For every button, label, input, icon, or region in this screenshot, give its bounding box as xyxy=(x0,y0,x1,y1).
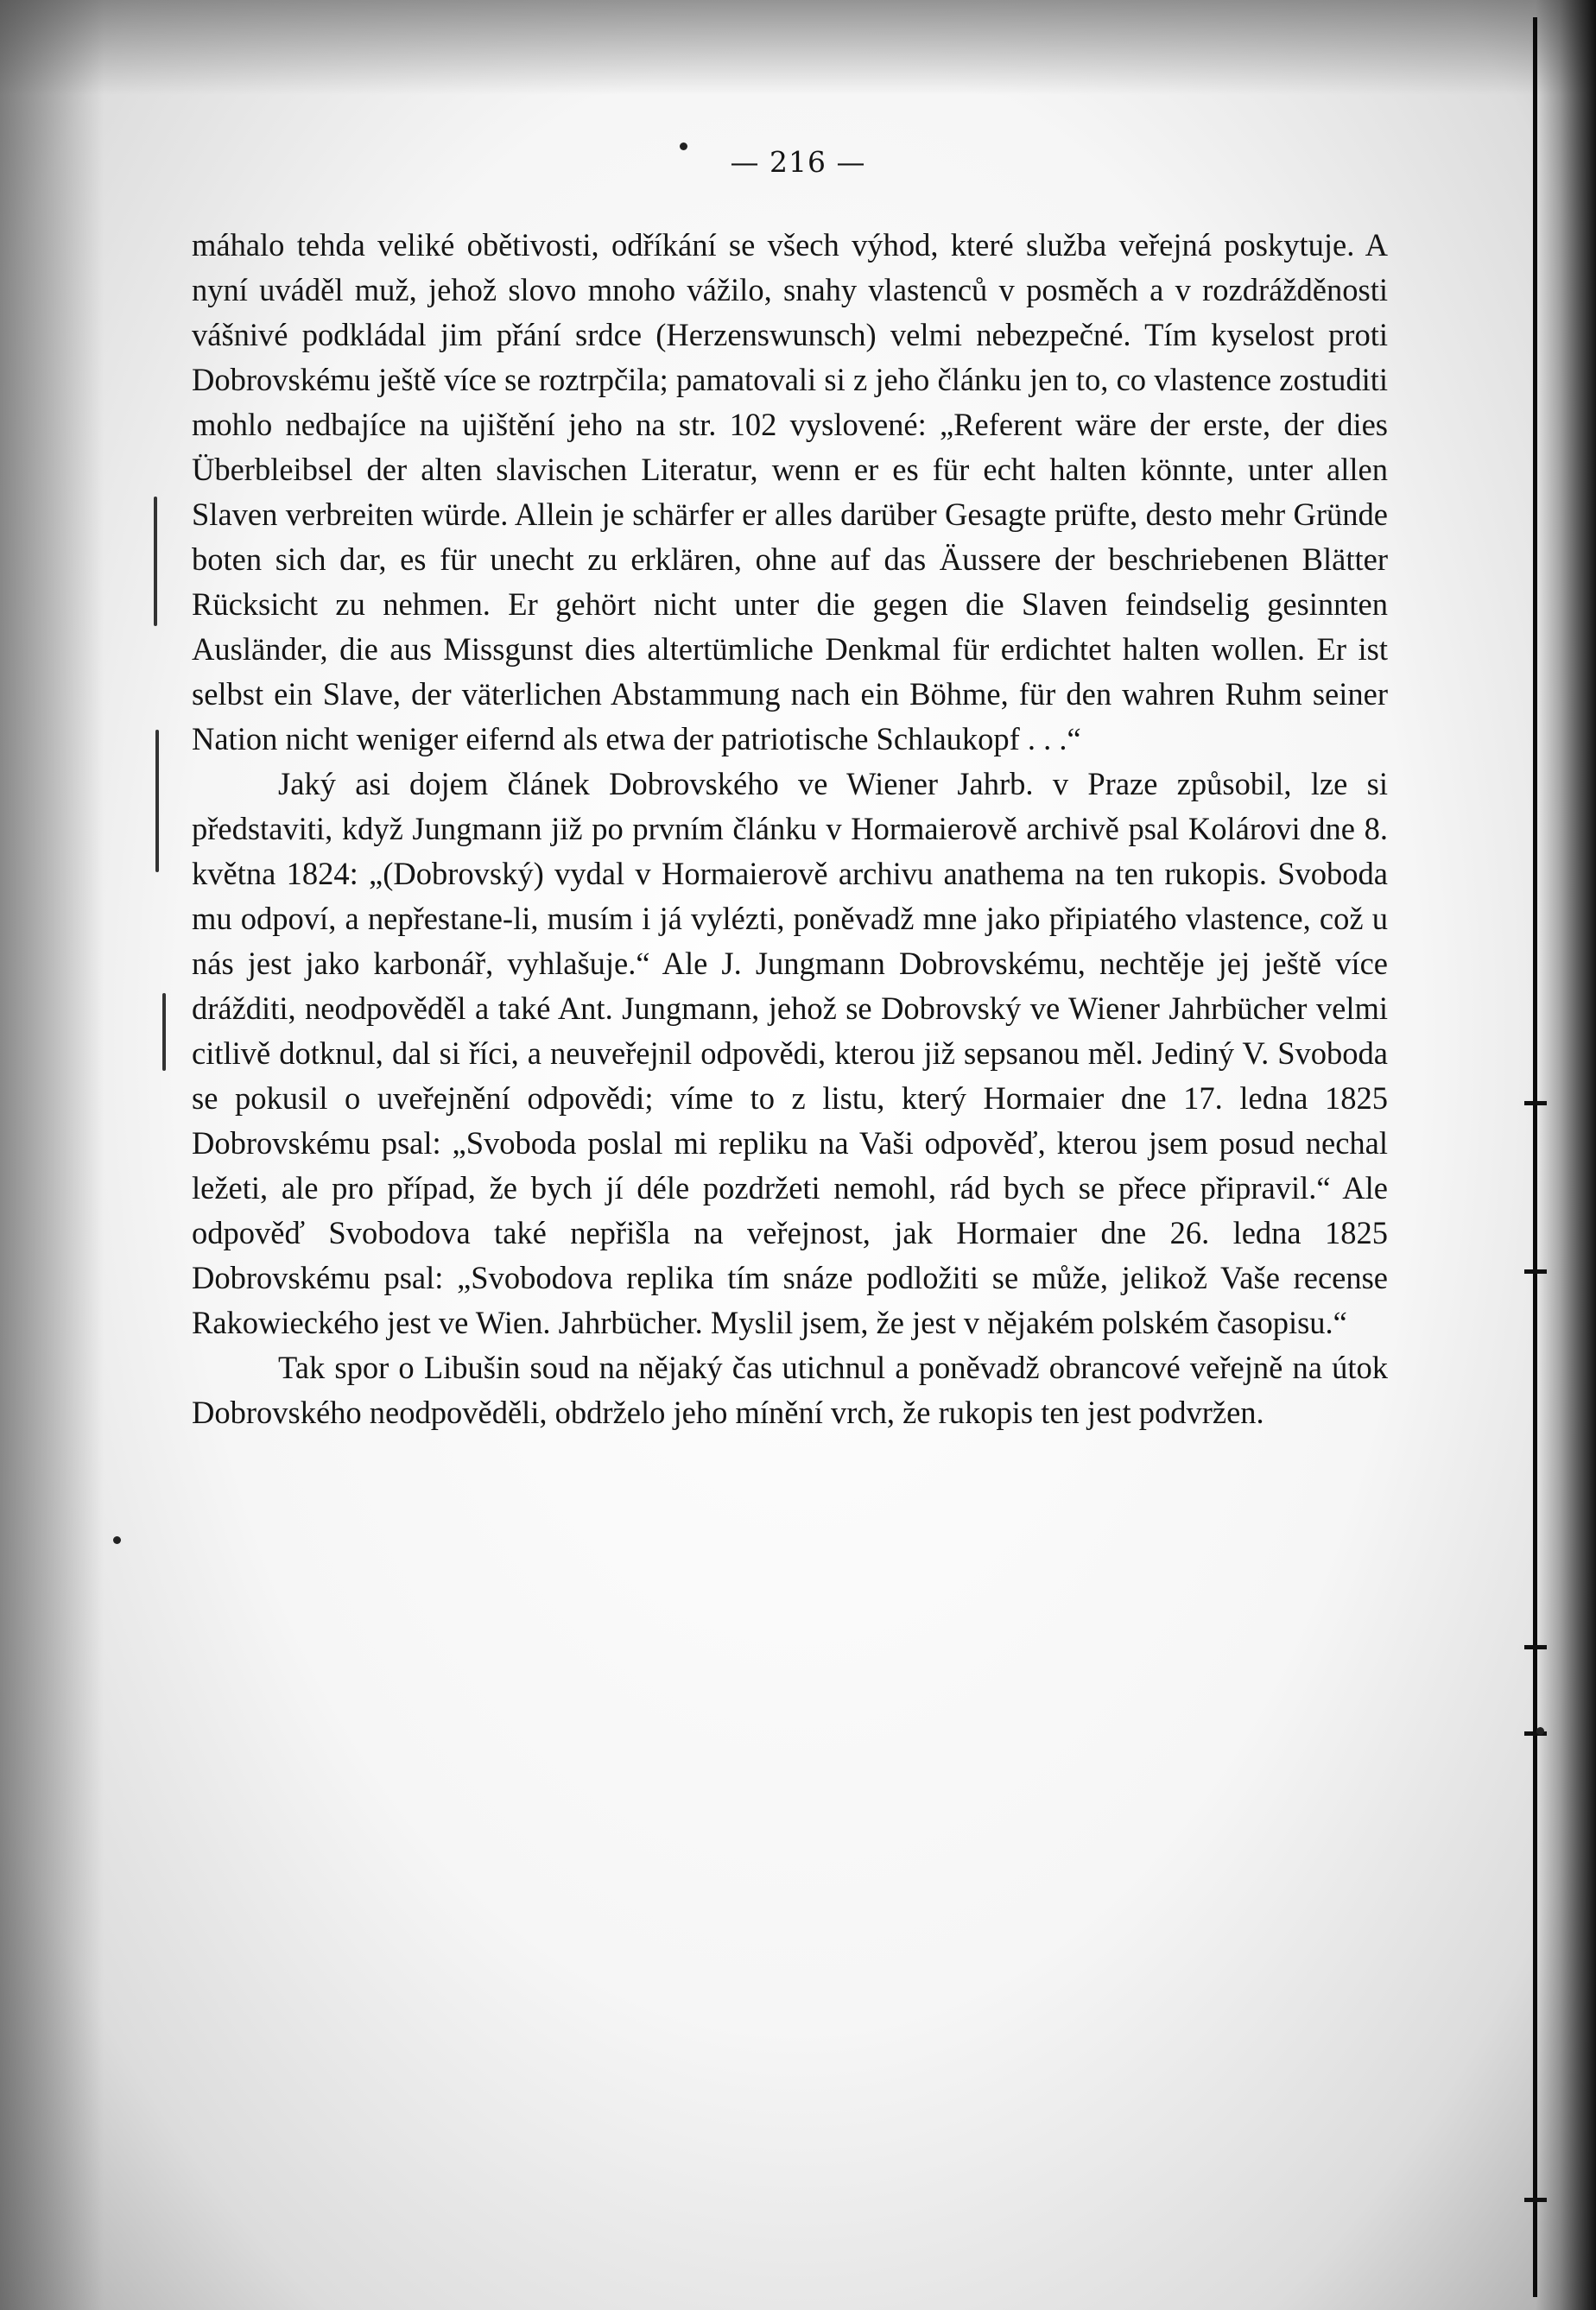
page-number: — 216 — xyxy=(730,145,866,179)
paragraph: Tak spor o Libušin soud na nějaký čas utichnul a poněvadž obrancové veřejně na útok Dobrovského neodpověděli, obdrželo jeho mínění vrch, že rukopis ten jest podvržen. xyxy=(192,1350,1388,1430)
margin-pencil-mark xyxy=(154,497,157,626)
page-shadow-top xyxy=(0,0,1596,95)
binding-mark xyxy=(1524,2198,1547,2202)
margin-pencil-mark xyxy=(162,993,166,1071)
body-text xyxy=(192,223,1388,1435)
paragraph: máhalo tehda veliké obětivosti, odříkání se všech výhod, které služba veřejná poskytuje. A nyní uváděl muž, jehož slovo mnoho vážilo, snahy vlastenců v posměch a v rozdrážděnosti vášnivé podkládal jim přání srdce (Herzenswunsch) velmi nebezpečné. Tím kyselost proti Dobrovskému ještě více se roztrpčila; pamatovali si z jeho článku jen to, co vlastence zostuditi mohlo nedbajíce na ujištění jeho na str. 102 vyslovené: „Referent wäre der erste, der dies Überbleibsel der alten slavischen Literatur, wenn er es für echt halten könnte, unter allen Slaven verbreiten würde. Allein je schärfer er alles darüber Gesagte prüfte, desto mehr Gründe boten sich dar, es für unecht zu erklären, ohne auf das Äussere der beschriebenen Blätter Rücksicht zu nehmen. Er gehört nicht unter die gegen die Slaven feindselig gesinnten Ausländer, die aus Missgunst dies altertümliche Denkmal für erdichtet halten wollen. Er ist selbst ein Slave, der väterlichen Abstammung nach ein Böhme, für den wahren Ruhm seiner Nation nicht weniger eifernd als etwa der patriotische Schlaukopf . . .“ xyxy=(192,227,1388,756)
binding-edge-line xyxy=(1533,17,1537,2297)
margin-pencil-mark xyxy=(155,730,159,872)
binding-mark xyxy=(1524,1645,1547,1649)
page-shadow-right xyxy=(1536,0,1596,2310)
page-shadow-left xyxy=(0,0,104,2310)
ink-speck xyxy=(113,1536,121,1544)
ink-speck xyxy=(1536,1727,1544,1735)
binding-mark xyxy=(1524,1269,1547,1274)
paragraph: Jaký asi dojem článek Dobrovského ve Wiener Jahrb. v Praze způsobil, lze si představiti, když Jungmann již po prvním článku v Hormaierově archivě psal Kolárovi dne 8. května 1824: „(Dobrovský) vydal v Hormaierově archivu anathema na ten rukopis. Svoboda mu odpoví, a nepřestane-li, musím i já vylézti, poněvadž mne jako připiatého vlastence, což u nás jest jako karbonář, vyhlašuje.“ Ale J. Jungmann Dobrovskému, nechtěje jej ještě více drážditi, neodpověděl a také Ant. Jungmann, jehož se Dobrovský ve Wiener Jahrbücher velmi citlivě dotknul, dal si říci, a neuveřejnil odpovědi, kterou již sepsanou měl. Jediný V. Svoboda se pokusil o uveřejnění odpovědi; víme to z listu, který Hormaier dne 17. ledna 1825 Dobrovskému psal: „Svoboda poslal mi repliku na Vaši odpověď, kterou jsem posud nechal ležeti, ale pro případ, že bych jí déle pozdržeti nemohl, rád bych se přece připravil.“ Ale odpověď Svobodova také nepřišla na veřejnost, jak Hormaier dne 26. ledna 1825 Dobrovskému psal: „Svobodova replika tím snáze podložiti se může, jelikož Vaše recense Rakowieckého jest ve Wien. Jahrbücher. Myslil jsem, že jest v nějakém polském časopisu.“ xyxy=(192,766,1388,1340)
binding-mark xyxy=(1524,1101,1547,1105)
